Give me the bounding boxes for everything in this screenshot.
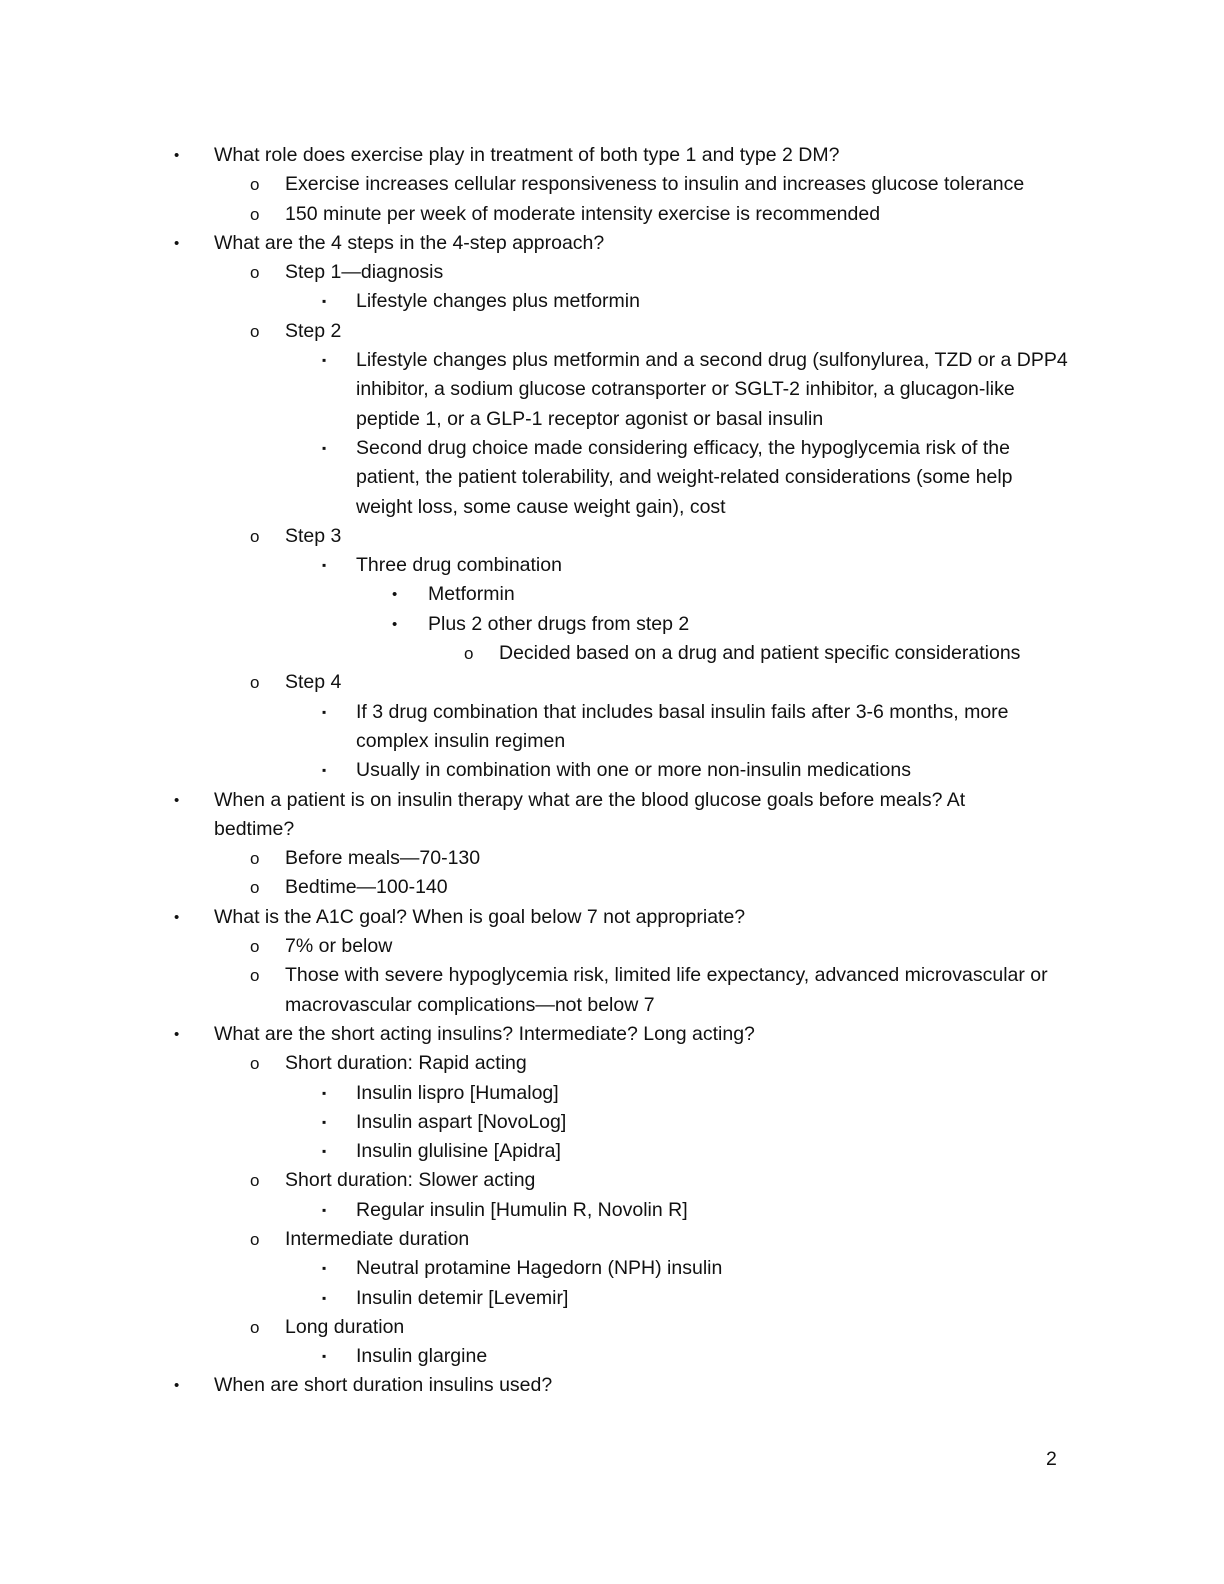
list-item	[0, 434, 1224, 463]
list-item	[0, 1166, 1224, 1195]
list-item-text: patient, the patient tolerability, and weight-related considerations (some help	[356, 466, 1013, 489]
list-item-text: When a patient is on insulin therapy what are the blood glucose goals before meals? At	[214, 788, 966, 811]
list-item	[0, 756, 1224, 785]
list-item-continuation	[0, 815, 1224, 844]
bullet-marker: o	[250, 1171, 260, 1191]
list-item	[0, 141, 1224, 170]
bullet-marker: o	[250, 263, 260, 283]
list-item	[0, 1049, 1224, 1078]
list-item	[0, 610, 1224, 639]
list-item-text: Regular insulin [Humulin R, Novolin R]	[356, 1198, 688, 1221]
bullet-marker: o	[250, 878, 260, 898]
bullet-marker: •	[174, 1025, 180, 1043]
list-item-text: 7% or below	[285, 935, 393, 958]
bullet-marker: •	[392, 615, 398, 633]
list-item	[0, 317, 1224, 346]
list-item-text: Second drug choice made considering efficacy, the hypoglycemia risk of the	[356, 436, 1010, 459]
list-item-text: If 3 drug combination that includes basal insulin fails after 3-6 months, more	[356, 700, 1009, 723]
list-item	[0, 1284, 1224, 1313]
list-item	[0, 1371, 1224, 1400]
list-item	[0, 844, 1224, 873]
bullet-marker: o	[250, 937, 260, 957]
list-item	[0, 668, 1224, 697]
list-item	[0, 170, 1224, 199]
list-item-text: weight loss, some cause weight gain), cost	[356, 495, 726, 518]
bullet-marker: o	[250, 1229, 260, 1249]
list-item-text: macrovascular complications—not below 7	[285, 993, 655, 1016]
list-item-text: Intermediate duration	[285, 1227, 470, 1250]
bullet-marker: ▪	[322, 763, 327, 778]
list-item-text: When are short duration insulins used?	[214, 1374, 553, 1397]
list-item-text: 150 minute per week of moderate intensity exercise is recommended	[285, 202, 881, 225]
list-item	[0, 258, 1224, 287]
list-item-text: Step 3	[285, 524, 342, 547]
bullet-marker: o	[250, 1054, 260, 1074]
list-item	[0, 1137, 1224, 1166]
list-item-continuation	[0, 727, 1224, 756]
list-item	[0, 1108, 1224, 1137]
list-item	[0, 200, 1224, 229]
list-item-text: Plus 2 other drugs from step 2	[428, 612, 690, 635]
list-item	[0, 522, 1224, 551]
bullet-marker: o	[250, 175, 260, 195]
bullet-marker: ▪	[322, 440, 327, 455]
bullet-marker: o	[250, 849, 260, 869]
list-item-text: Three drug combination	[356, 554, 562, 577]
list-item-text: complex insulin regimen	[356, 729, 566, 752]
list-item	[0, 1254, 1224, 1283]
bullet-marker: o	[250, 966, 260, 986]
bullet-marker: o	[250, 526, 260, 546]
bullet-marker: ▪	[322, 1144, 327, 1159]
list-item	[0, 786, 1224, 815]
bullet-marker: ▪	[322, 704, 327, 719]
list-item	[0, 287, 1224, 316]
bullet-marker: ▪	[322, 558, 327, 573]
bullet-marker: ▪	[322, 1261, 327, 1276]
list-item	[0, 229, 1224, 258]
list-item-text: Insulin detemir [Levemir]	[356, 1286, 569, 1309]
list-item-text: Step 4	[285, 671, 342, 694]
list-item-text: Metformin	[428, 583, 515, 606]
bullet-marker: ▪	[322, 353, 327, 368]
list-item	[0, 580, 1224, 609]
list-item-text: Lifestyle changes plus metformin	[356, 290, 640, 313]
document-body	[0, 141, 1224, 1401]
list-item	[0, 1225, 1224, 1254]
list-item-continuation	[0, 375, 1224, 404]
list-item-text: Insulin glulisine [Apidra]	[356, 1140, 561, 1163]
list-item-text: Decided based on a drug and patient specific considerations	[499, 642, 1021, 665]
list-item-text: Before meals—70-130	[285, 847, 481, 870]
page-number: 2	[1046, 1448, 1057, 1470]
bullet-marker: o	[250, 204, 260, 224]
bullet-marker: ▪	[322, 1290, 327, 1305]
bullet-marker: o	[250, 1317, 260, 1337]
bullet-marker: •	[174, 234, 180, 252]
list-item-text: Insulin glargine	[356, 1345, 488, 1368]
list-item	[0, 903, 1224, 932]
list-item-continuation	[0, 493, 1224, 522]
list-item-text: bedtime?	[214, 817, 295, 840]
bullet-marker: ▪	[322, 1202, 327, 1217]
list-item	[0, 1079, 1224, 1108]
list-item	[0, 961, 1224, 990]
list-item-text: Those with severe hypoglycemia risk, limited life expectancy, advanced microvascular or	[285, 964, 1048, 987]
list-item	[0, 873, 1224, 902]
list-item	[0, 639, 1224, 668]
list-item-text: Short duration: Rapid acting	[285, 1052, 527, 1075]
list-item-text: Exercise increases cellular responsiveness to insulin and increases glucose tolerance	[285, 173, 1025, 196]
bullet-marker: o	[250, 673, 260, 693]
bullet-marker: ▪	[322, 1114, 327, 1129]
list-item	[0, 551, 1224, 580]
list-item-text: Step 1—diagnosis	[285, 261, 444, 284]
list-item-text: What role does exercise play in treatment of both type 1 and type 2 DM?	[214, 144, 840, 166]
list-item	[0, 932, 1224, 961]
list-item	[0, 1313, 1224, 1342]
bullet-marker: ▪	[322, 294, 327, 309]
list-item-text: Insulin lispro [Humalog]	[356, 1081, 559, 1104]
bullet-marker: •	[174, 791, 180, 809]
list-item-text: Short duration: Slower acting	[285, 1169, 536, 1192]
list-item-text: Lifestyle changes plus metformin and a second drug (sulfonylurea, TZD or a DPP4	[356, 349, 1068, 372]
bullet-marker: •	[174, 147, 180, 164]
list-item-text: Neutral protamine Hagedorn (NPH) insulin	[356, 1257, 723, 1280]
list-item-continuation	[0, 463, 1224, 492]
list-item	[0, 1342, 1224, 1371]
list-item	[0, 346, 1224, 375]
list-item-text: inhibitor, a sodium glucose cotransporter or SGLT-2 inhibitor, a glucagon-like	[356, 378, 1015, 401]
bullet-marker: ▪	[322, 1349, 327, 1364]
list-item-continuation	[0, 405, 1224, 434]
bullet-marker: •	[392, 586, 398, 604]
bullet-marker: o	[250, 321, 260, 341]
list-item	[0, 1020, 1224, 1049]
list-item-text: What are the 4 steps in the 4-step approach?	[214, 231, 605, 254]
list-item	[0, 1196, 1224, 1225]
list-item	[0, 698, 1224, 727]
list-item-text: What are the short acting insulins? Intermediate? Long acting?	[214, 1022, 755, 1045]
list-item-text: Step 2	[285, 319, 342, 342]
list-item-text: What is the A1C goal? When is goal below 7 not appropriate?	[214, 905, 746, 928]
list-item-text: Long duration	[285, 1315, 405, 1338]
list-item-text: Usually in combination with one or more non-insulin medications	[356, 759, 911, 782]
list-item-text: Bedtime—100-140	[285, 876, 448, 899]
bullet-marker: o	[464, 644, 474, 664]
bullet-marker: •	[174, 908, 180, 926]
list-item-text: peptide 1, or a GLP-1 receptor agonist or basal insulin	[356, 407, 824, 430]
bullet-marker: •	[174, 1377, 180, 1395]
list-item-text: Insulin aspart [NovoLog]	[356, 1110, 567, 1133]
bullet-marker: ▪	[322, 1085, 327, 1100]
list-item-continuation	[0, 991, 1224, 1020]
